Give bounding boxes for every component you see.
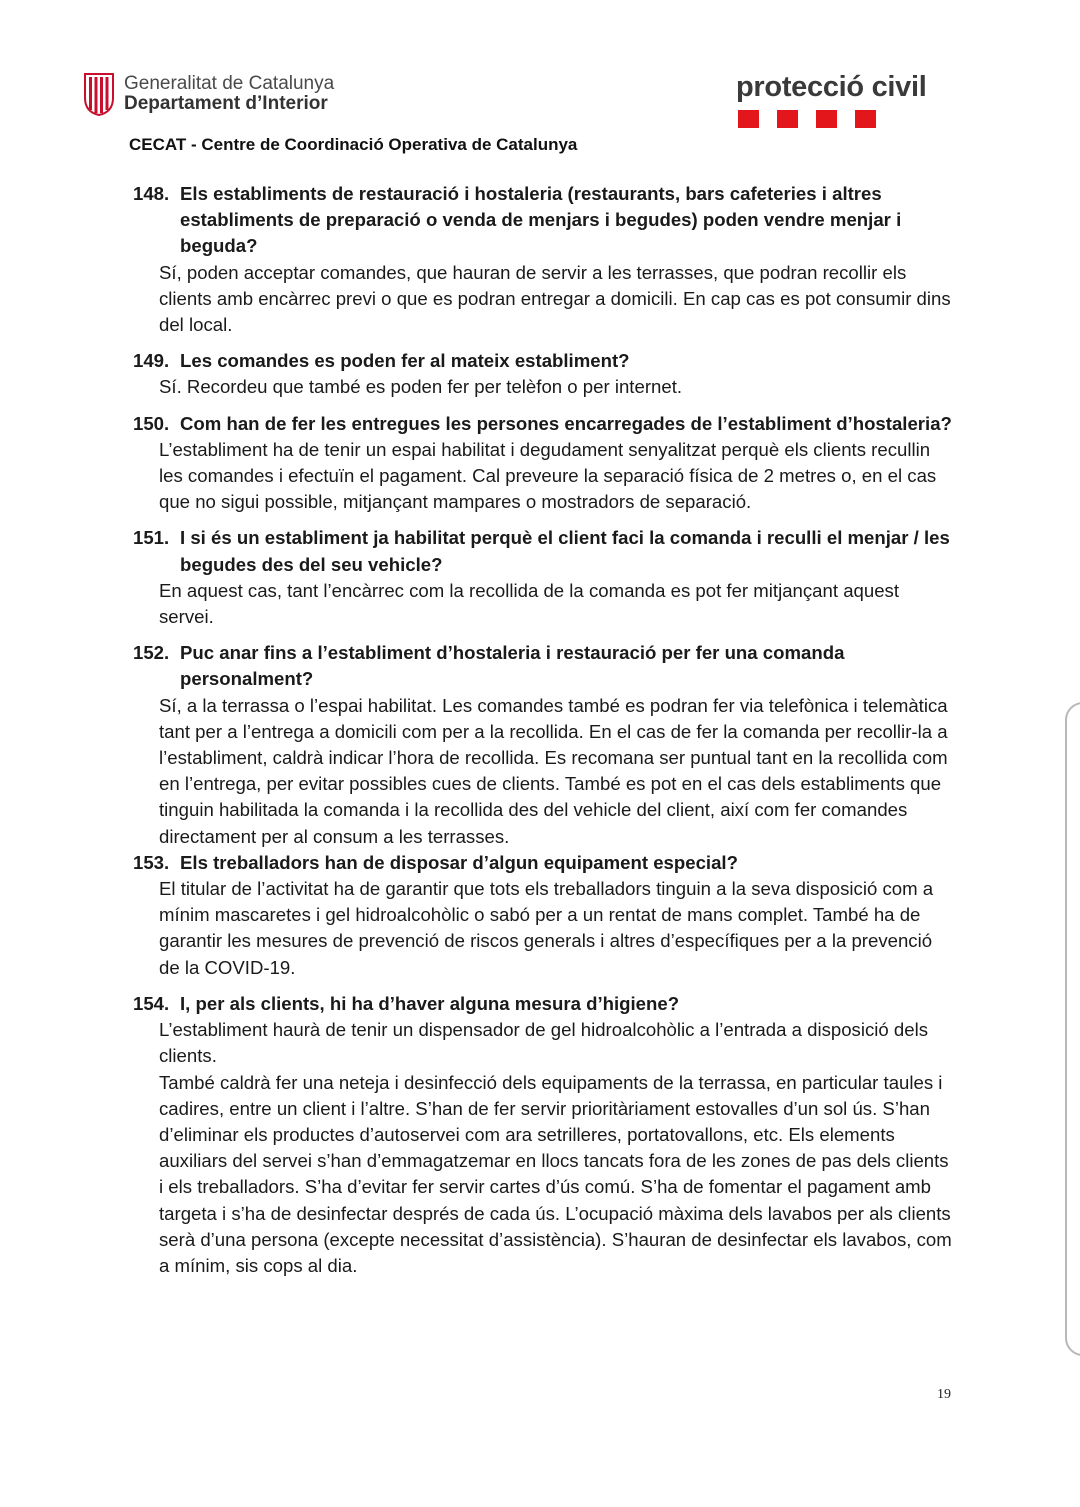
proteccio-civil-logo bbox=[736, 70, 927, 128]
answer-paragraph: Sí, poden acceptar comandes, que hauran de servir a les terrasses, que podran recollir els clients amb encàrrec previ o que es podran entregar a domicili. En cap cas es pot consumir dins del local. bbox=[159, 261, 951, 336]
question-number: 152. bbox=[133, 642, 170, 664]
question-title: Puc anar fins a l’establiment d’hostaleria i restauració per fer una comanda personalment? bbox=[180, 642, 845, 690]
question-number: 154. bbox=[133, 992, 170, 1014]
red-square-icon bbox=[738, 110, 759, 128]
question-title: Els establiments de restauració i hostaleria (restaurants, bars cafeteries i altres establiments de preparació o venda de menjars i begudes) poden vendre menjar i beguda? bbox=[180, 183, 902, 257]
question-number: 151. bbox=[133, 527, 170, 549]
gencat-name: Generalitat de Catalunya bbox=[124, 73, 335, 94]
question-number: 153. bbox=[133, 851, 170, 873]
faq-item bbox=[133, 181, 953, 338]
faq-item bbox=[133, 640, 953, 850]
red-square-icon bbox=[855, 110, 876, 128]
faq-item bbox=[133, 850, 953, 981]
proteccio-civil-title: protecció civil bbox=[736, 71, 927, 103]
page-number: 19 bbox=[937, 1387, 951, 1402]
faq-item bbox=[133, 525, 953, 630]
question-number: 150. bbox=[133, 412, 170, 434]
answer-paragraph: També caldrà fer una neteja i desinfecció dels equipaments de la terrassa, en particular taules i cadires, entre un client i l’altre. S’han de fer servir prioritàriament estovalles d’un sol ús. S’han d’eliminar els productes d’autoservei com ara setrilleres, portatovallons, etc. Els elements auxiliars del servei s’han d’emmagatzemar en llocs tancats fora de les zones de pas dels clients i els treballadors. S’ha d’evitar fer servir cartes d’ús comú. S’ha de fomentar el pagament amb targeta i s’ha de desinfectar després de cada ús. L’ocupació màxima dels lavabos per als clients serà d’una persona (excepte necessitat d’assistència). S’hauran de desinfectar els lavabos, com a mínim, sis cops al dia. bbox=[159, 1071, 952, 1276]
question-number: 148. bbox=[133, 183, 170, 204]
faq-item bbox=[133, 411, 953, 516]
red-square-icon bbox=[816, 110, 837, 128]
gencat-emblem-icon bbox=[82, 72, 116, 116]
question-title: Les comandes es poden fer al mateix establiment? bbox=[180, 350, 630, 372]
scroll-edge-handle[interactable] bbox=[1065, 702, 1080, 1356]
question-title: I si és un establiment ja habilitat perquè el client faci la comanda i reculli el menjar / les begudes des del seu vehicle? bbox=[180, 527, 950, 575]
answer-paragraph: L’establiment ha de tenir un espai habilitat i degudament senyalitzat perquè els clients recullin les comandes i efectuïn el pagament. Cal preveure la separació física de 2 metres o, en el cas que no sigui possible, mitjançant mampares o mostradors de separació. bbox=[159, 438, 937, 513]
question-number: 149. bbox=[133, 350, 170, 372]
answer-paragraph: En aquest cas, tant l’encàrrec com la recollida de la comanda es pot fer mitjançant aquest servei. bbox=[159, 579, 900, 628]
proteccio-civil-squares bbox=[738, 110, 927, 128]
red-square-icon bbox=[777, 110, 798, 128]
cecat-heading: CECAT - Centre de Coordinació Operativa de Catalunya bbox=[129, 135, 578, 154]
answer-paragraph: Sí, a la terrassa o l’espai habilitat. Les comandes també es podran fer via telefònica i telemàtica tant per a l’entrega a domicili com per a la recollida. En el cas de fer la comanda per recollir-la a l’establiment, caldrà indicar l’hora de recollida. Es recomana ser puntual tant en la recollida com en l’entrega, per evitar possibles cues de clients. També es pot en el cas dels establiments que tinguin habilitada la comanda i la recollida des del vehicle del client, així com fer comandes directament per al consum a les terrasses. bbox=[159, 694, 948, 847]
gencat-logo-block bbox=[82, 72, 334, 116]
answer-paragraph: El titular de l’activitat ha de garantir que tots els treballadors tinguin a la seva disposició com a mínim mascaretes i gel hidroalcohòlic o sabó per a un rentat de mans complet. També ha de garantir les mesures de prevenció de riscos generals i altres d’específiques per a la prevenció de la COVID-19. bbox=[159, 878, 934, 978]
faq-item bbox=[133, 991, 953, 1279]
gencat-department: Departament d’Interior bbox=[124, 93, 328, 114]
faq-list bbox=[133, 181, 953, 1279]
faq-item bbox=[133, 348, 953, 400]
question-title: Com han de fer les entregues les persones encarregades de l’establiment d’hostaleria? bbox=[180, 412, 952, 434]
answer-paragraph: Sí. Recordeu que també es poden fer per telèfon o per internet. bbox=[159, 376, 683, 398]
answer-paragraph: L’establiment haurà de tenir un dispensador de gel hidroalcohòlic a l’entrada a disposició dels clients. bbox=[159, 1019, 929, 1067]
question-title: Els treballadors han de disposar d’algun equipament especial? bbox=[180, 851, 738, 873]
question-title: I, per als clients, hi ha d’haver alguna mesura d’higiene? bbox=[180, 992, 680, 1014]
